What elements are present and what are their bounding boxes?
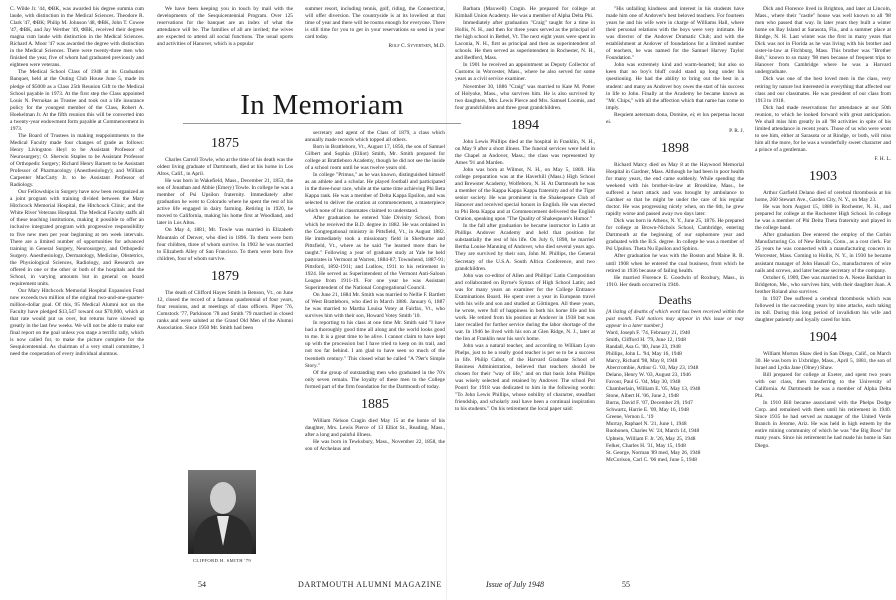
page-title: In Memoriam <box>240 89 404 121</box>
right-page-number: 55 <box>622 580 630 589</box>
left-column-3 <box>305 130 445 572</box>
left-column-3-top <box>305 6 445 86</box>
obituary-paragraph: Dick was one of the best loved men in the class, very retiring by nature but interested in everything that affected our class and our classmates. He was president of our class from 1913 to 1918. <box>755 76 891 104</box>
paragraph: Our Fellowships in Surgery have now been reorganized as a joint program with training divided between the Mary Hitchcock Memorial Hospital, the Hitchcock Clinic, and the White River Veterans Hospital. The Medical Faculty staffs all of these teaching institutions, making it possible to offer an inclusive integrated program with progressive responsibility to five new men per year beginning at ten week intervals. There are a limited number of opportunities for advanced training in General Surgery, Neurosurgery, and Orthopedic Surgery. Anesthesiology, Dermatology, Medicine, Obstetrics, the Physiological Sciences, Radiology, and Research are offered in one or the other or both of the hospitals and the School, in varying amounts but in general on board requirement units. <box>10 189 144 287</box>
obituary-paragraph: In 1910 Bill became associated with the Phelps Dodge Corp. and remained with them until his retirement in 1940. Since 1935 he had served as manager of the United Verde Branch in Jerome, Ariz. He was held in high esteem by the entire mining community of which he was "the Big Boss" for many years. Since his retirement he had made his home in San Diego. <box>755 400 891 449</box>
death-entry: Randall, Asa G. '80, June 23, 1948 <box>606 343 681 350</box>
death-entry: Uphtein, William F. Jr. '26, May 25, 1948 <box>606 435 696 442</box>
obituary-paragraph: secretary and agent of the Class of 1879, a class which annually made records which topped all others. <box>305 130 445 144</box>
deaths-heading: Deaths <box>658 292 692 307</box>
death-entry: Greene, Vernon L. '19 <box>606 414 654 421</box>
obituary-paragraph: After graduation he entered Yale Divinity School, from which he received the B.D. degree in 1882. He was ordained in the Congregational ministry in Pittsfield, Vt., in August 1882. He immediately took a missionary field in Sherburne and Pittsfield, Vt., where as he said "he learned more than he taught." Following a year of graduate study at Yale he held pastorates in Vermont at Warren, 1884-87; Townshend, 1887-91; Pittsford, 1892-1911; and Ludlow, 1911 to his retirement in 1924. He served as Superintendent of the Vermont Anti-Saloon League from 1911-19. For one year he was Assistant Superintendent of the National Congregational Council. <box>305 214 445 292</box>
issue-date: Issue of July 1948 <box>486 580 544 589</box>
right-column-2 <box>606 6 744 574</box>
obituary-paragraph: Bill prepared for college at Exeter, and spent two years with our class, then transferring to the University of California. At Dartmouth he was a member of Alpha Delta Phi. <box>755 372 891 400</box>
obituary-paragraph: Charles Carroll Towle, who at the time of his death was the oldest living graduate of Dartmouth, died at his home in Los Altos, Calif., in April. <box>157 157 293 178</box>
death-entry: Marcy, Richard '98, May 8, 1948 <box>606 358 678 365</box>
death-entry: Burns, David F. '07, December 29, 1947 <box>606 400 693 407</box>
deaths-list <box>606 330 744 464</box>
class-year-heading: 1898 <box>661 140 689 156</box>
obituary-paragraph: He was born in Tewksbury, Mass., November 22, 1858, the son of Archelaus and <box>305 438 445 452</box>
death-entry: Abercrombie, Arthur G. '03, May 23, 1948 <box>606 365 699 372</box>
author-initials: F. H. L. <box>874 155 891 162</box>
obituary-paragraph: John was co-editor of Allen and Phillips' Latin Composition and collaborated on Byrne's Syntax of High School Latin; and was for many years an examiner for the College Entrance Examinations Board. He spent over a year in European travel with his wife and son and studied at Göttingen. All these years, he wrote, were full of happiness in both his home life and his work. He retired from his position at Andover in 1938 but was later recalled for further service during the labor shortage of the war. In 1946 he lived with his son at Glen Ridge, N. J., later at the Inn at Franklin near his son's home. <box>455 272 595 343</box>
obituary-paragraph: He was born August 15, 1880 in Rochester, N. H., and prepared for college at the Rochester High School. In college he was a member of Phi Delta Theta fraternity and played in the college band. <box>755 204 891 232</box>
obituary-paragraph: November 30, 1886 "Craig" was married to Kate M. Potter of Holyoke, Mass., who survives him. He is also survived by two daughters, Mrs. Lewis Pierce and Mrs. Samuel Loomis, and four grandchildren and three great grandchildren. <box>455 83 595 111</box>
photo-caption: CLIFFORD H. SMITH '79 <box>192 558 252 563</box>
death-entry: Ward, Joseph F. '74, February 21, 1940 <box>606 329 691 336</box>
obituary-paragraph: He was born in Wakefield, Mass., December 21, 1853, the son of Jonathan and Abbie (Emery) Towle. In college he was a member of Psi Upsilon fraternity. Immediately after graduation he went to Colorado where he spent the rest of his active life engaged in dairy farming. Retiring in 1920, he moved to California, making his home first at Woodland, and later in Los Altos. <box>157 178 293 227</box>
death-entry: Smith, Clifford H. '79, June 12, 1948 <box>606 336 686 343</box>
magazine-name: DARTMOUTH ALUMNI MAGAZINE <box>298 580 442 589</box>
obituary-paragraph: The death of Clifford Hayes Smith in Benson, Vt., on June 12, closed the record of a famous quadrennial of four years, four reunions, and at meetings of class officers. Piper '76, Comstock '77, Parkinson '78 and Smith '79 marched in closed ranks and were saluted at the Grand Old Men of the Alumni Association. Since 1950 Mr. Smith had been <box>157 289 293 331</box>
class-year-heading: 1894 <box>511 117 539 133</box>
paragraph: The Medical School Class of 1948 at its Graduation Banquet, held at the Outing Club House June 5, made its pledge of $5000 as a Class 25th Reunion Gift to the Medical School payable in 1973. At the first step the Class appointed Louis N. Pernokas as Trustee and took out a life insurance policy for the youngest member of the Class, Robert A. Hoekelman Jr. At the fifth reunion this will be converted into a twenty-year endowment form payable at Commencement in 1973. <box>10 69 144 132</box>
obituary-paragraph: Dick and Florence lived in Brighton, and later at Lincoln, Mass., where their "castle" house was well known to all '98 men who passed that way. In later years they built a winter home on Bay Island at Sarasota, Fla., and a summer place at Rindge, N. H. Last winter was the first in many years that Dick was not in Florida as he was living with his brother and sister-in-law at Fitchburg, Mass. This brother was "Brother Bob," known to so many '98 men because of frequent trips to Hanover from Cambridge where he was a Harvard undergraduate. <box>755 6 891 76</box>
obituary-paragraph: Dick had made reservations for attendance at our 50th reunion, to which he looked forward with great anticipation. We shall miss him greatly in all '98 activities in spite of his limited attendance in recent years. Those of us who were wont to see him, either at Sarasota or at Rindge, or both, will miss him all the more, for he was a wonderfully sweet character and a prince of a gentleman. <box>755 104 891 153</box>
summer-paragraph: summer resort, including tennis, golf, riding, the Connecticut, will offer diversion. The countryside is at its loveliest at that time of year and there will be rooms enough for everyone. There is still time for you to get in your reservations so send in your card today. <box>305 6 445 41</box>
obituary-paragraph: Dick was born in Athens, N. Y., June 25, 1876. He prepared for college at Brown-Nichols School, Cambridge, entering Dartmouth at the beginning of our sophomore year and graduated with the B.S. degree. In college he was a member of Psi Upsilon. Theta Nu Epsilon and Sphinx. <box>606 218 744 253</box>
death-entry: Chamberlain, William E. '05, May 13, 1948 <box>606 386 701 393</box>
portrait-face <box>210 482 236 514</box>
obituary-paragraph: After graduation he was with the Boston and Maine R. R. until 1908 when he entered the coal business, from which he retired in 1936 because of failing health. <box>606 253 744 274</box>
obituary-paragraph: Arthur Garfield Delano died of cerebral thrombosis at his home, 260 Stewart Ave., Garden City, N. Y., on May 23. <box>755 190 891 204</box>
death-entry: Stone, Albert H. '06, June 2, 1948 <box>606 393 679 400</box>
obituary-paragraph: John was born at Wilmot, N. H., on May 5, 1869. His college preparation was at the Haverhill (Mass.) High School and Brewster Academy, Wolfeboro, N. H. At Dartmouth he was a member of the Kappa Kappa Kappa fraternity and of the Tiger senior society. He was prominent in the Shakespeare Club of Hanover and received special honors in English. He was elected to Phi Beta Kappa and at Commencement delivered the English Oration, speaking upon "The Quality of Shakespeare's Humor." <box>455 166 595 223</box>
class-year-heading: 1875 <box>211 136 239 151</box>
obituary-paragraph: John was extremely kind and warm-hearted; but also so keen that no boy's bluff could stand up long under his questioning. He had the ability to bring out the best in a student: and many an Andover boy owes the start of his success in life to John. Finally at the Academy he became known as "Mr. Chips," with all the affection which that name has come to imply. <box>606 62 744 111</box>
class-year-heading: 1879 <box>211 268 239 284</box>
obituary-paragraph: In 1901 he received an appointment as Deputy Collector of Customs in Worcester, Mass., where he also served for some years as a civil service examiner. <box>455 62 595 83</box>
obituary-paragraph: In 1937 Dee suffered a cerebral thrombosis which was followed in the succeeding years by nine attacks, each taking its toll. During this long period of invalidism his wife and daughter patiently and loyally cared for him. <box>755 295 891 323</box>
sesquicentennial-paragraph: We have been keeping you in touch by mail with the developments of the Sesquicentennial Program. Over 125 reservations for the banquet are an index of what the attendance will be. The families of all are invited; the wives are expected to attend all social functions. The usual sports and activities of Hanover, which is a popular <box>157 6 293 48</box>
obituary-paragraph: Requiem aeternam dona, Domine, ei; et lux perpetua luceat ei. <box>606 111 744 125</box>
obituary-paragraph: Barbara (Maxwell) Cragin. He prepared for college at Kimball Union Academy. He was a member of Alpha Delta Phi. <box>455 6 595 20</box>
class-year-heading: 1885 <box>361 396 389 412</box>
paragraph: The Board of Trustees in making reappointments to the Medical Faculty made four changes of grade as follows: Henry Livingston Heyl to be Assistant Professor of Neurosurgery; O. Sherwin Staples to be Assistant Professor of Orthopedic Surgery; Richard Henry Barnett to be Assistant Professor of Pharmacology (Anesthesiology); and William Carpenter MacCarty Jr. to be Assistant Professor of Radiology. <box>10 132 144 189</box>
obituary-paragraph: October 6, 1909, Dee was married to A. Neeze Barkhart in Bridgeton, Me., who survives him, with their daughter Joan. A brother Roland also survives. <box>755 274 891 295</box>
obituary-paragraph: William Nelson Cragin died May 15 at the home of his daughter, Mrs. Lewis Pierce of 13 Elliot St., Reading, Mass., after a long and painful illness. <box>305 417 445 438</box>
death-entry: Delano, Henry W. '03, August 23, 1946 <box>606 372 691 379</box>
death-entry: Favour, Paul G. '04, May 30, 1948 <box>606 379 681 386</box>
obituary-paragraph: On May 4, 1881, Mr. Towle was married in Elizabeth Mountain of Denver, who died in 1896. To them were born four children, three of whom survive. In 1902 he was married to Elizabeth Alley of San Francisco. To them were born five children, four of whom survive. <box>157 227 293 262</box>
obituary-paragraph: Of the group of outstanding men who graduated in the 70's only seven remain. The loyalty of these men to the College formed part of the firm foundation for the Dartmouth of today. <box>305 369 445 390</box>
left-column-1 <box>10 6 144 574</box>
portrait-photo <box>188 470 256 554</box>
death-entry: McCorison, Carl C. '06 med, June 5, 1948 <box>606 456 697 463</box>
left-page-number: 54 <box>198 580 206 589</box>
death-entry: Murray, Raphael N. '21, June 1, 1948 <box>606 421 687 428</box>
paragraph: Our Mary Hitchcock Memorial Hospital Expansion Fund now exceeds two million of the original two-and-one-quarter-million-dollar goal. Of this, 95 Medical Alumni not on the Faculty have pledged $13,547 toward our $70,000, which at that rate would put us over, but returns have slowed up greatly in the last few weeks. We will not be able to make our final report on the goal unless you stage a terrific rally, which is now called for, to make the picture complete for the Sesquicentennial. As chairman of a very small committee, I need the cooperation of every individual alumnus. <box>10 287 144 358</box>
death-entry: Felker, Charles H. '31, May 15, 1948 <box>606 442 686 449</box>
obituary-paragraph: Born in Brattleboro, Vt., August 17, 1856, the son of Samuel Gilbert and Sophia (Elliot) Smith, Mr. Smith prepared for college at Brattleboro Academy, though he did not see the inside of a school room until he was twelve years old. <box>305 144 445 172</box>
death-entry: Phillips, John L. '94, May 16, 1948 <box>606 350 682 357</box>
right-column-3 <box>755 6 891 574</box>
obituary-paragraph: John was a natural teacher, and according to William Lyon Phelps, just to be a really good teacher is per se to be a success in life. Philip Cabot, of the Harvard Graduate School of Business Administration, believed that teachers should be chosen for their "way of life," and on that basis John Phillips was wisely selected and retained by Andover. The school Pot Pourri for 1918 was dedicated to him in the following words: "To John Lewis Phillips, whose nobility of character, steadfast friendship, and scholarly zeal have been a continual inspiration to his students." On his retirement the local paper said: <box>455 343 595 413</box>
class-year-heading: 1904 <box>809 329 837 345</box>
obituary-paragraph: In the fall after graduation he became instructor in Latin at Phillips Andover Academy and held that position for substantially the rest of his life. On July 6, 1898, he married Bertha Louise Manning of Andover, who died several years ago. They are survived by their son, John M. Phillips, the General Secretary of the U.S.A. South Africa Conference, and two grandchildren. <box>455 223 595 272</box>
signature: Rolf C. Syvertsen, M.D. <box>388 43 445 50</box>
title-divider <box>183 123 461 124</box>
obituary-paragraph: He married Florence E. Goodwin of Roxbury, Mass., in 1910. Her death occurred in 1946. <box>606 274 744 288</box>
obituary-paragraph: Richard Marcy died on May 8 at the Haywood Memorial Hospital in Gardner, Mass. Although he had been in poor health for many years, the end came suddenly. While spending the weekend with his brother-in-law at Brookline, Mass., he suffered a heart attack and was brought by ambulance to Gardner so that he might be under the care of his regular doctor. He was progressing nicely when, on the 6th, he grew rapidly worse and passed away two days later. <box>606 161 744 218</box>
death-entry: Schwartz, Harrie E. '09, May 16, 1948 <box>606 407 690 414</box>
paragraph: C. Wilde Jr. '44, ΦBK, was awarded his degree summa cum laude, with distinction in the Medical Sciences. Theodore R. Clark '47, ΦBK; Philip M. Johnson '48, ΦBK, John T. Cowee '47, ΦBK, and Jay Werther '49, ΦBK, received their degrees magna cum laude with distinction in the Medical Sciences. Richard A. Moor '47 was awarded the degree with distinction in the Medical Sciences. There were twenty-three men who finished the year, five of whom had graduated previously and eighteen were veterans. <box>10 6 144 69</box>
deaths-note: [A listing of deaths of which word has been received within the past month. Full notices may appear in this issue or may appear in a later number.] <box>606 308 744 329</box>
obituary-paragraph: After graduation Dee entered the employ of the Corbin Manufacturing Co. of New Britain, Conn., as a cost clerk. For 25 years he was connected with a manufacturing concern in Worcester, Mass. Coming to Hollis, N. Y., in 1930 he became assistant manager of John Hassall Co., manufacturers of wire nails and screws, and later became secretary of the company. <box>755 232 891 274</box>
obituary-paragraph: In college "Primus," as he was known, distinguished himself as an athlete and a scholar. He played football and participated in the three-hour race, while at the same time achieving Phi Beta Kappa rank. He was a member of Delta Kappa Epsilon, and was selected to deliver the oration at commencement, a masterpiece which none of his classmates claimed to understand. <box>305 172 445 214</box>
left-column-2-top <box>157 6 293 86</box>
obituary-paragraph: On June 21, 1884 Mr. Smith was married to Nellie F. Bartlett of West Brattleboro, who died in March 1886. January 6, 1887 he was married to Martha Louisa Votey at Fairfax, Vt., who survives him with their son, Howard Votey Smith '10. <box>305 292 445 320</box>
obituary-paragraph: Immediately after graduation "Craig" taught for a time in Hollis, N. H., and then for three years served as the principal of the high school in Bethel, Vt. The next eight years were spent in Laconia, N. H., first as principal and then as superintendent of schools. He then served as superintendent in Rochester, N. H., and Bedford, Mass. <box>455 20 595 62</box>
class-year-heading: 1903 <box>809 169 837 185</box>
right-column-1 <box>455 6 595 574</box>
obituary-paragraph: "His unfailing kindness and interest in his students have made him one of Andover's best beloved teachers. For fourteen years he and his wife were in charge of Williams Hall, where their personal relations with the boys were very intimate. He was director of the Andover Dramatic Club; and with the establishment at Andover of foundations for a limited number of teachers, he was named for the Samuel Harvey Taylor Foundation." <box>606 6 744 62</box>
death-entry: Ruohonen, Charles W. '24, March 14, 1948 <box>606 428 700 435</box>
death-entry: St. George, Norman '89 med, May 26, 1948 <box>606 449 701 456</box>
obituary-paragraph: In reporting to his class at one time Mr. Smith said "I have had a thoroughly good time all along and the world looks good to me. It is a great time to be alive. I cannot claim to have kept up with the procession but I have tried to keep on its trail, and not too far behind. I am glad to have seen so much of the twentieth century." This closed what he called "A 79er's Simple Story." <box>305 320 445 369</box>
obituary-paragraph: John Lewis Phillips died at the hospital in Franklin, N. H., on May 9 after a short illness. The funeral services were held in the Chapel at Andover, Mass.; the class was represented by Ames '91 and Marden. <box>455 138 595 166</box>
obituary-paragraph: William Morton Shaw died in San Diego, Calif., on March 30. He was born in Uxbridge, Mass., April 5, 1881, the son of Israel and Lydia Jane (Olney) Shaw. <box>755 350 891 372</box>
author-initials: P. R. J. <box>729 127 744 134</box>
